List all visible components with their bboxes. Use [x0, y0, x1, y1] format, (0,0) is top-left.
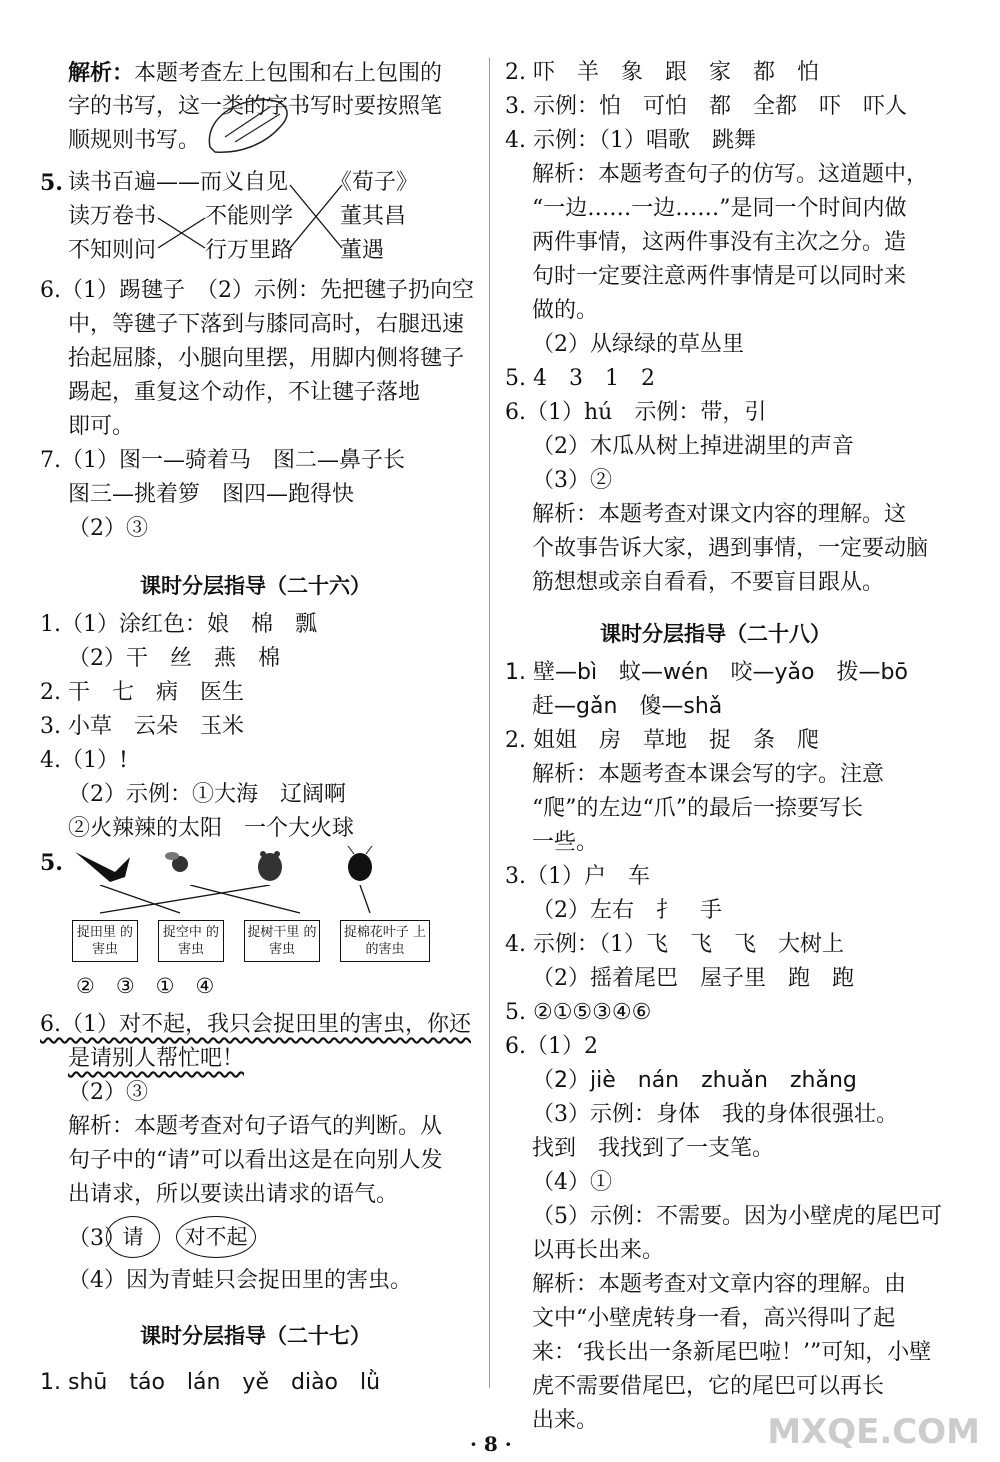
answer-line: （3）②: [532, 468, 612, 493]
answer-line: ② ③ ① ④: [76, 974, 215, 998]
answer-line: （2）干 丝 燕 棉: [68, 646, 280, 671]
match-left: 读万卷书: [68, 204, 157, 229]
question-number: 5.: [40, 170, 63, 196]
circled-word: 对不起: [176, 1216, 256, 1258]
answer-line: 6.（1）踢毽子 （2）示例：先把毽子扔向空: [40, 278, 474, 303]
analysis-text: 解析：本题考查对文章内容的理解。由: [532, 1272, 907, 1297]
section-heading: 课时分层指导（二十七）: [140, 1324, 371, 1348]
wavy-underlined-text: 是请别人帮忙吧！: [68, 1046, 245, 1071]
analysis-text: 做的。: [532, 298, 599, 323]
answer-line: 6.（1）2: [505, 1034, 598, 1059]
answer-line: 5. 4 3 1 2: [505, 366, 655, 391]
answer-line: 1.（1）涂红色：娘 棉 瓢: [40, 612, 317, 637]
analysis-text: “爬”的左边“爪”的最后一捺要写长: [532, 796, 863, 821]
answer-line: （3）示例：身体 我的身体很强壮。: [532, 1102, 898, 1127]
analysis-text: 出来。: [532, 1408, 599, 1433]
answer-line: 1. 壁—bì 蚊—wén 咬—yǎo 拨—bō: [505, 660, 908, 685]
wavy-underlined-text: 6.（1）对不起，我只会捉田里的害虫，你还: [40, 1012, 471, 1037]
analysis-text: 解析：本题考查本课会写的字。注意: [532, 762, 885, 787]
label-box: 捉田里 的害虫: [72, 920, 138, 962]
answer-line: 7.（1）图一—骑着马 图二—鼻子长: [40, 448, 405, 473]
answer-line: 找到 我找到了一支笔。: [532, 1136, 775, 1161]
answer-line: 4. 示例：（1）飞 飞 飞 大树上: [505, 932, 844, 957]
analysis-text: 解析：本题考查对课文内容的理解。这: [532, 502, 907, 527]
analysis-text: 虎不需要借尾巴，它的尾巴可以再长: [532, 1374, 885, 1399]
answer-line: 4.（1）!: [40, 748, 128, 773]
analysis-text: 本题考查左上包围和右上包围的: [134, 61, 443, 86]
analysis-text: 一些。: [532, 830, 599, 855]
matching-lines: [150, 180, 350, 263]
answer-line: （2）摇着尾巴 屋子里 跑 跑: [532, 966, 854, 991]
answer-line: （2）从绿绿的草丛里: [532, 332, 744, 357]
match-right: 董遇: [340, 238, 385, 263]
match-left: 不知则问: [68, 238, 157, 263]
answer-line: 即可。: [68, 414, 135, 439]
pencil-doodle: [200, 92, 300, 162]
answer-line: [68, 1048, 244, 1070]
answer-line: 图三—挑着箩 图四—跑得快: [68, 482, 355, 507]
circled-word: 请: [106, 1216, 160, 1258]
label-box: 捉空中 的害虫: [158, 920, 224, 962]
answer-line: 2. 姐姐 房 草地 捉 条 爬: [505, 728, 819, 753]
matching-lines: [70, 885, 450, 920]
section-heading: 课时分层指导（二十八）: [600, 622, 831, 646]
swallow-icon: [75, 852, 130, 882]
bee-icon: [165, 852, 188, 872]
answer-line: 3. 示例：怕 可怕 都 全都 吓 吓人: [505, 94, 907, 119]
answer-line: （2）木瓜从树上掉进湖里的声音: [532, 434, 854, 459]
answer-line: 4. 示例：（1）唱歌 跳舞: [505, 128, 756, 153]
analysis-label: 解析：: [68, 60, 135, 86]
answer-line: 3.（1）户 车: [505, 864, 650, 889]
answer-line: [40, 1014, 471, 1036]
answer-line: （2）③: [68, 1080, 148, 1105]
analysis-text: 出请求，所以要读出请求的语气。: [68, 1182, 399, 1207]
match-right: 董其昌: [340, 204, 407, 229]
answer-line: 赶—gǎn 傻—shǎ: [532, 694, 723, 719]
answer-line: （2）jiè nán zhuǎn zhǎng: [532, 1068, 857, 1093]
analysis-text: 顺规则书写。: [68, 128, 201, 153]
answer-line: 中，等毽子下落到与膝同高时，右腿迅速: [68, 312, 465, 337]
question-number: 5.: [40, 850, 63, 876]
analysis-text: 字的书写，这一类的字书写时要按照笔: [68, 94, 443, 119]
answer-line: 5. ②①⑤③④⑥: [505, 1000, 652, 1025]
answer-line: （2）示例：①大海 辽阔啊: [68, 782, 346, 807]
analysis-line: [68, 62, 442, 85]
match-middle: 行万里路: [205, 238, 294, 263]
label-box: 捉树干里 的害虫: [244, 920, 320, 962]
answer-line: ②火辣辣的太阳 一个大火球: [68, 816, 355, 841]
analysis-text: 筋想想或亲自看看，不要盲目跟从。: [532, 570, 885, 595]
answer-line: （4）因为青蛙只会捉田里的害虫。: [68, 1268, 412, 1293]
answer-line: 6.（1）hú 示例：带，引: [505, 400, 767, 425]
match-left: 读书百遍——而义自见: [68, 170, 289, 195]
analysis-text: 解析：本题考查句子的仿写。这道题中，: [532, 162, 929, 187]
analysis-text: 文中“小壁虎转身一看，高兴得叫了起: [532, 1306, 896, 1331]
analysis-text: 句时一定要注意两件事情是可以同时来: [532, 264, 907, 289]
frog-icon: [258, 851, 282, 881]
analysis-text: “一边……一边……”是同一个时间内做: [532, 196, 907, 221]
answer-line: （3）: [68, 1226, 126, 1251]
analysis-text: 两件事情，这两件事没有主次之分。造: [532, 230, 907, 255]
answer-line: （2）③: [68, 516, 148, 541]
answer-line: （2）左右 扌 手: [532, 898, 722, 923]
watermark: MXQE.COM: [767, 1412, 980, 1452]
page-number: · 8 ·: [470, 1432, 512, 1456]
analysis-text: 个故事告诉大家，遇到事情，一定要动脑: [532, 536, 929, 561]
answer-line: （5）示例：不需要。因为小壁虎的尾巴可: [532, 1204, 942, 1229]
column-divider: [489, 58, 490, 1388]
answer-line: 踢起，重复这个动作，不让毽子落地: [68, 380, 421, 405]
answer-line: 3. 小草 云朵 玉米: [40, 714, 244, 739]
section-heading: 课时分层指导（二十六）: [140, 574, 371, 598]
analysis-text: 句子中的“请”可以看出这是在向别人发: [68, 1148, 443, 1173]
answer-line: 以再长出来。: [532, 1238, 665, 1263]
beetle-icon: [348, 846, 372, 881]
answer-line: 2. 吓 羊 象 跟 家 都 怕: [505, 60, 819, 85]
answer-line: 抬起屈膝，小腿向里摆，用脚内侧将毽子: [68, 346, 465, 371]
match-right: 《荀子》: [330, 170, 419, 195]
answer-line: 1. shū táo lán yě diào lǜ: [40, 1370, 381, 1395]
answer-line: 2. 干 七 病 医生: [40, 680, 244, 705]
label-box: 捉棉花叶子 上的害虫: [340, 920, 430, 962]
analysis-text: 来：‘我长出一条新尾巴啦！’”可知，小壁: [532, 1340, 932, 1365]
answer-line: （4）①: [532, 1170, 612, 1195]
match-middle: 不能则学: [205, 204, 294, 229]
analysis-text: 解析：本题考查对句子语气的判断。从: [68, 1114, 443, 1139]
